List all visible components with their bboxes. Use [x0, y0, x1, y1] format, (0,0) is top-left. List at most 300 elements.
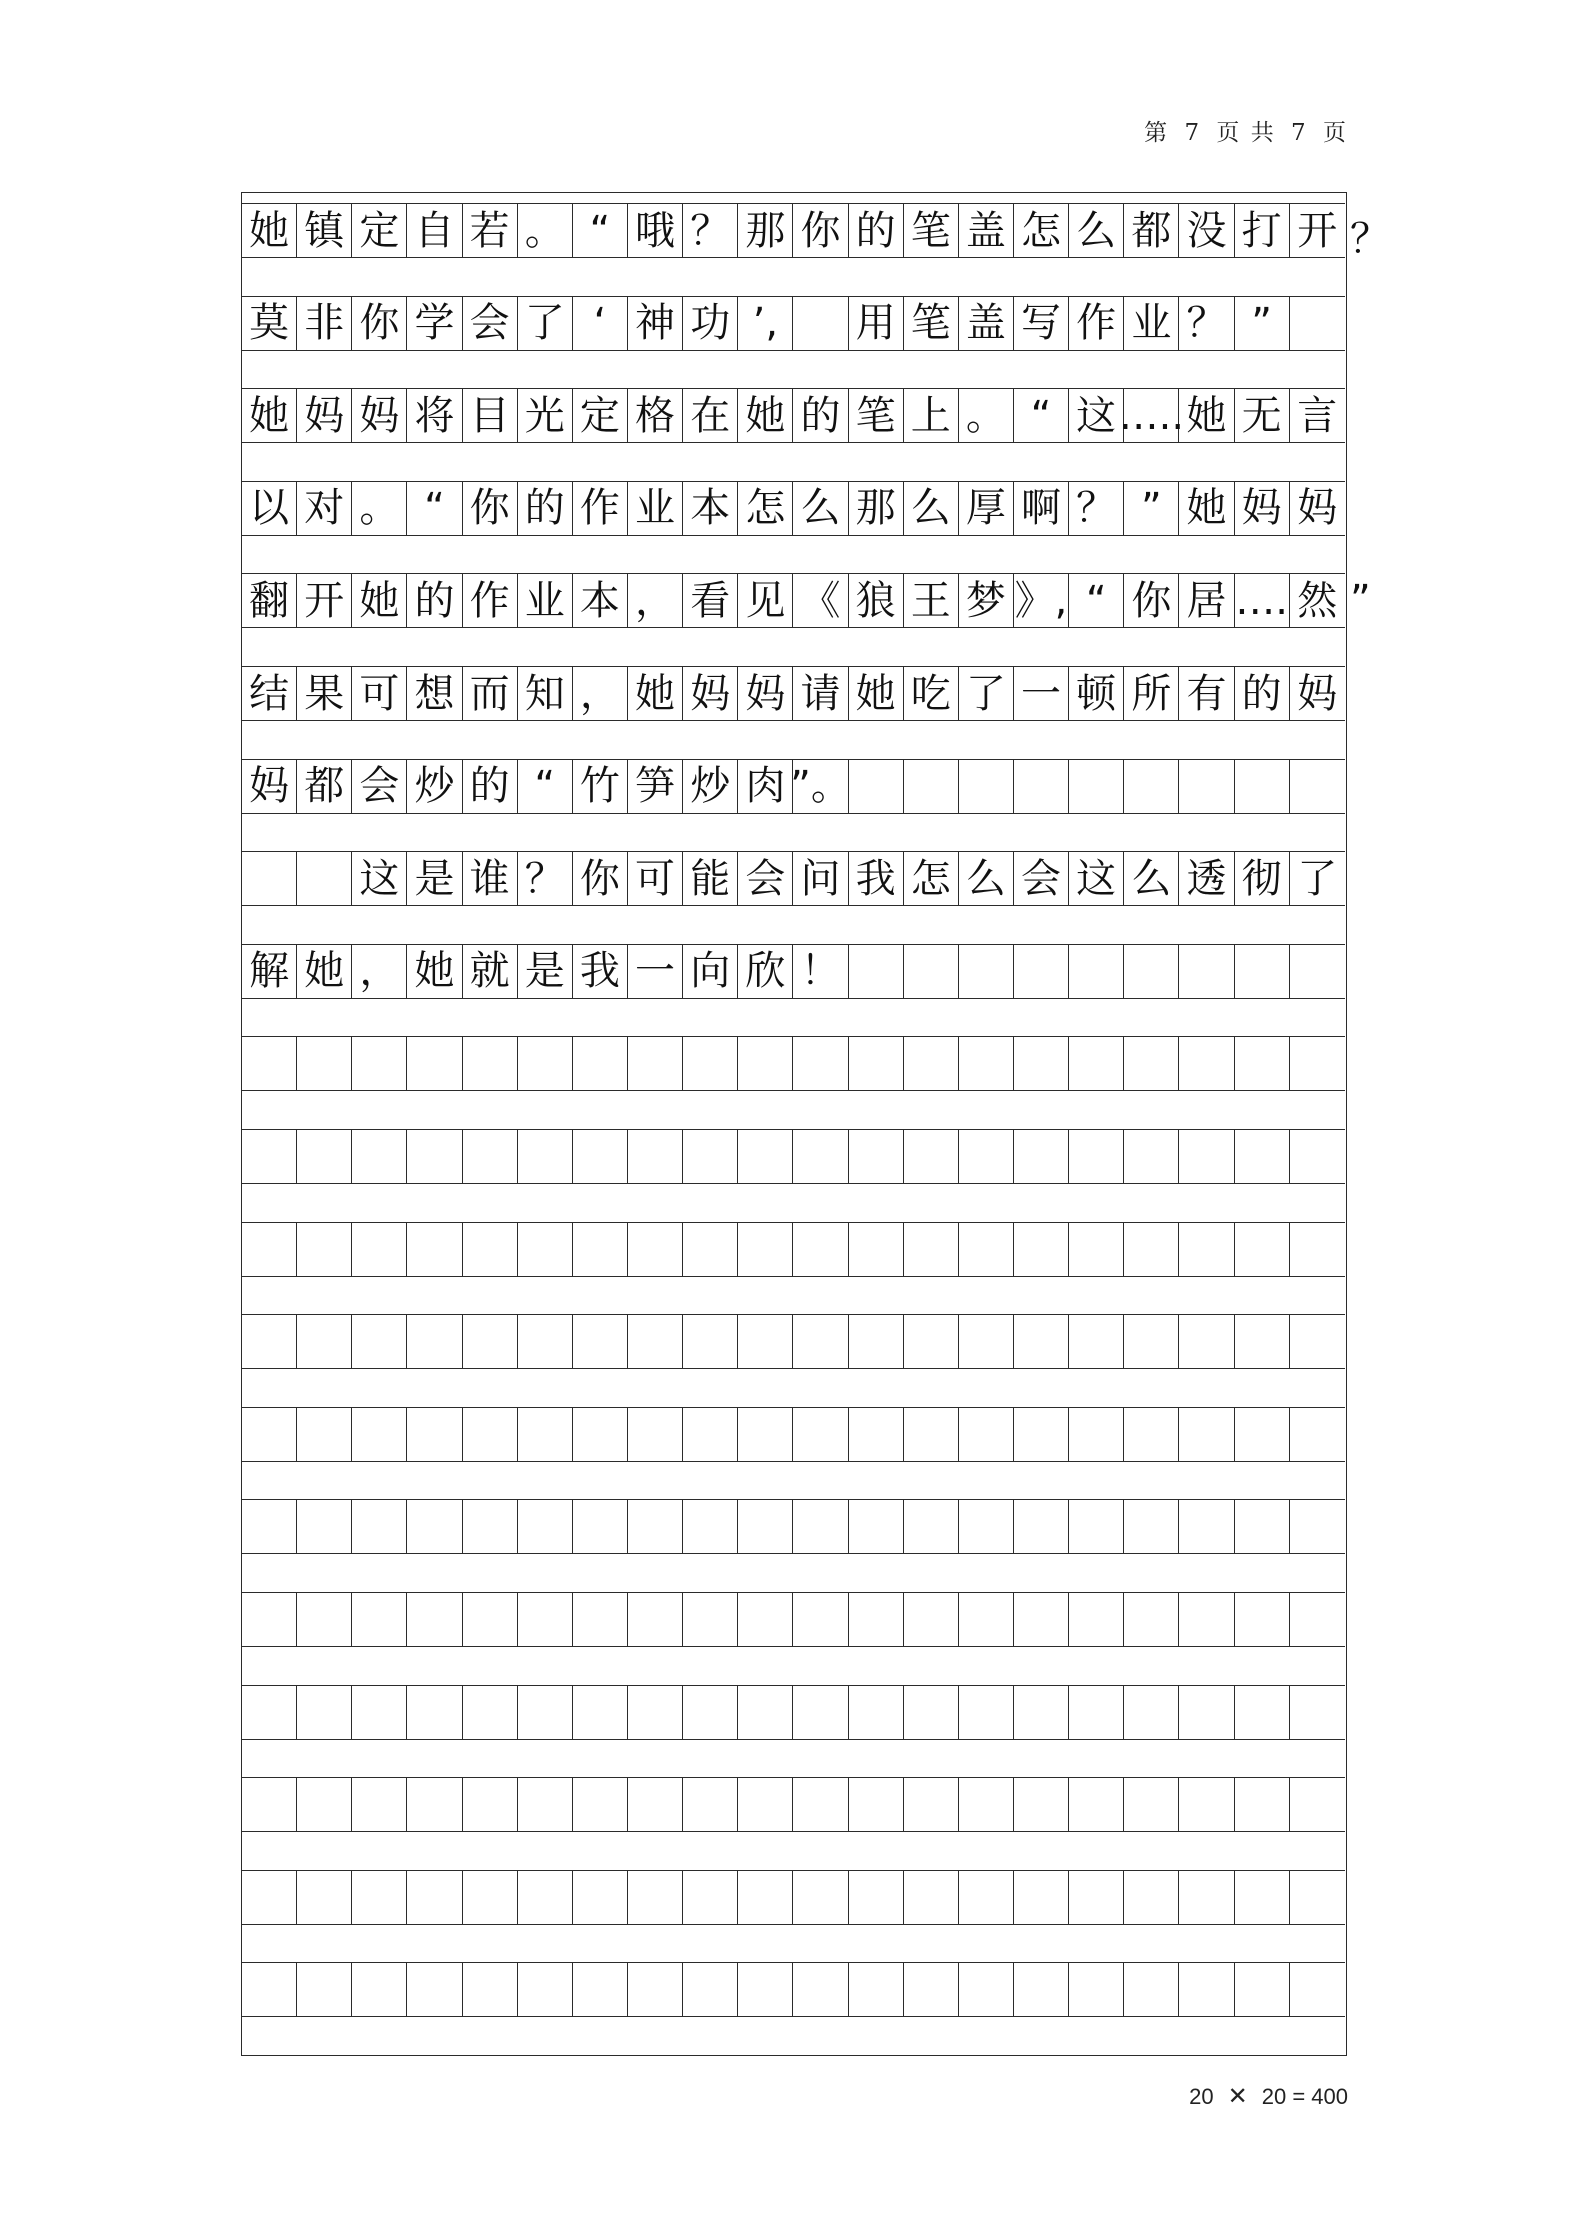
grid-cell [1124, 1871, 1179, 1924]
grid-cell: 目 [463, 389, 518, 442]
current-page-number: 7 [1184, 120, 1202, 146]
grid-cell: 用 [849, 297, 904, 350]
grid-cell: 作 [573, 482, 628, 535]
grid-cell: 会 [738, 852, 793, 905]
grid-cell [1290, 297, 1345, 350]
grid-cell: 你 [352, 297, 407, 350]
grid-cell: 作 [1069, 297, 1124, 350]
grid-cell [297, 1315, 352, 1368]
multiply-icon: ✕ [1227, 2083, 1248, 2110]
grid-cell [628, 1408, 683, 1461]
page-total-label: 页 共 [1216, 120, 1276, 146]
grid-cell: 她 [738, 389, 793, 442]
grid-cell: 的 [407, 574, 462, 627]
grid-cell [1014, 945, 1069, 998]
grid-cell: 格 [628, 389, 683, 442]
grid-cell [297, 1037, 352, 1090]
grid-cell [352, 1315, 407, 1368]
grid-cell: ， [573, 667, 628, 720]
grid-cell [959, 1686, 1014, 1739]
grid-cell [1290, 1778, 1345, 1831]
grid-cell: 定 [352, 204, 407, 257]
grid-cell: 结 [242, 667, 297, 720]
grid-cell [1014, 1037, 1069, 1090]
grid-cell: 竹 [573, 760, 628, 813]
grid-cell: 笋 [628, 760, 683, 813]
grid-cell [1179, 1686, 1234, 1739]
grid-cell [1014, 1408, 1069, 1461]
grid-cell: 盖 [959, 297, 1014, 350]
grid-cell [738, 1963, 793, 2016]
grid-cell: 了 [959, 667, 1014, 720]
grid-cell [849, 1500, 904, 1553]
grid-row [242, 1129, 1345, 1184]
grid-cell [904, 1315, 959, 1368]
grid-cell [683, 1593, 738, 1646]
grid-cell [849, 1686, 904, 1739]
grid-cell [518, 1593, 573, 1646]
grid-cell [1124, 1037, 1179, 1090]
grid-cell: 能 [683, 852, 738, 905]
grid-cell: 妈 [683, 667, 738, 720]
grid-cell [793, 297, 848, 350]
grid-cell [463, 1686, 518, 1739]
grid-cell [1014, 1500, 1069, 1553]
grid-cell [849, 945, 904, 998]
grid-cell: “ [1069, 574, 1124, 627]
grid-cell [1179, 1037, 1234, 1090]
grid-cell [1014, 1315, 1069, 1368]
grid-cell: 哦 [628, 204, 683, 257]
grid-cell: 么 [793, 482, 848, 535]
grid-cell [297, 852, 352, 905]
grid-cell [573, 1130, 628, 1183]
grid-cell: 盖 [959, 204, 1014, 257]
grid-cell: “ [407, 482, 462, 535]
grid-cell [628, 1500, 683, 1553]
grid-cell: 狼 [849, 574, 904, 627]
grid-cell [407, 1963, 462, 2016]
overflow-punctuation: ” [1350, 577, 1371, 624]
grid-cell [1069, 1778, 1124, 1831]
grid-cell [683, 1223, 738, 1276]
grid-cell [242, 1408, 297, 1461]
grid-cell [738, 1315, 793, 1368]
grid-row [242, 296, 1345, 351]
grid-cell: 她 [1179, 389, 1234, 442]
grid-cell [738, 1500, 793, 1553]
grid-cell [1124, 1963, 1179, 2016]
grid-cell: 她 [628, 667, 683, 720]
grid-cell [297, 1593, 352, 1646]
grid-cell: 么 [1124, 852, 1179, 905]
grid-cell [573, 1315, 628, 1368]
grid-cell [1014, 1778, 1069, 1831]
grid-cell: “ [518, 760, 573, 813]
grid-cell: 这 [1069, 389, 1124, 442]
grid-cell [573, 1593, 628, 1646]
grid-cell [1069, 1871, 1124, 1924]
grid-cell: ？ [683, 204, 738, 257]
grid-cell: 肉 [738, 760, 793, 813]
grid-cell [793, 1593, 848, 1646]
grid-cell [793, 1315, 848, 1368]
grid-cell: 》, [1014, 574, 1069, 627]
grid-cell: 怎 [1014, 204, 1069, 257]
grid-row [242, 1962, 1345, 2017]
grid-cell [352, 1963, 407, 2016]
grid-cell: 笔 [849, 389, 904, 442]
grid-cell: ？ [1069, 482, 1124, 535]
grid-cell: 对 [297, 482, 352, 535]
grid-cell: 妈 [738, 667, 793, 720]
grid-cell [793, 1500, 848, 1553]
grid-cell: 厚 [959, 482, 1014, 535]
page-number-header [1138, 114, 1348, 147]
grid-cell [242, 1686, 297, 1739]
grid-cell: 顿 [1069, 667, 1124, 720]
grid-cell: 她 [849, 667, 904, 720]
grid-row [242, 1592, 1345, 1647]
grid-cell: 那 [738, 204, 793, 257]
grid-cell: 这 [1069, 852, 1124, 905]
grid-cell [1124, 760, 1179, 813]
grid-cell [463, 1963, 518, 2016]
grid-cell [628, 1686, 683, 1739]
page-label-suffix: 页 [1323, 120, 1348, 146]
grid-cell [1069, 1408, 1124, 1461]
grid-cell: 问 [793, 852, 848, 905]
grid-cell [849, 1593, 904, 1646]
grid-cell [518, 1223, 573, 1276]
grid-cell [297, 1130, 352, 1183]
page-label: 第 [1144, 120, 1170, 146]
grid-cell: 你 [1124, 574, 1179, 627]
grid-cell: 了 [1297, 855, 1338, 902]
grid-cell [1235, 1130, 1290, 1183]
grid-cell: ”。 [793, 760, 848, 813]
grid-cell [518, 1500, 573, 1553]
grid-cell [738, 1130, 793, 1183]
grid-cell [959, 760, 1014, 813]
grid-cell [1179, 1500, 1234, 1553]
grid-cell [904, 1593, 959, 1646]
grid-cell [904, 945, 959, 998]
grid-cell: “ [573, 204, 628, 257]
grid-cell: 的 [1235, 667, 1290, 720]
grid-cell [793, 1037, 848, 1090]
grid-cell: ….. [1124, 389, 1179, 442]
grid-row [242, 1407, 1345, 1462]
grid-cell [1014, 1223, 1069, 1276]
grid-cell [959, 1130, 1014, 1183]
grid-cell [1290, 1130, 1345, 1183]
grid-cell: 啊 [1014, 482, 1069, 535]
grid-cell [573, 1500, 628, 1553]
grid-cell: 居 [1179, 574, 1234, 627]
grid-cell [518, 1130, 573, 1183]
grid-cell [1014, 1963, 1069, 2016]
grid-cell: 会 [352, 760, 407, 813]
grid-cell [959, 1315, 1014, 1368]
grid-cell [1069, 760, 1124, 813]
grid-cell: 见 [738, 574, 793, 627]
grid-cell [904, 1778, 959, 1831]
grid-row [242, 759, 1345, 814]
grid-cell [628, 1963, 683, 2016]
grid-cell [573, 1686, 628, 1739]
grid-cell: 的 [463, 760, 518, 813]
grid-cell: “ [1014, 389, 1069, 442]
grid-row [242, 1499, 1345, 1554]
grid-cell [1290, 760, 1345, 813]
grid-cell [242, 852, 297, 905]
grid-row [242, 1870, 1345, 1925]
grid-cell: 若 [463, 204, 518, 257]
grid-size-footer [1189, 2082, 1348, 2111]
grid-cell [518, 1037, 573, 1090]
grid-cell [352, 1130, 407, 1183]
grid-cell [463, 1037, 518, 1090]
grid-cell [242, 1037, 297, 1090]
grid-cell: 果 [297, 667, 352, 720]
grid-cell [573, 1223, 628, 1276]
grid-cell: 妈 [1297, 670, 1338, 717]
grid-cell [1014, 1593, 1069, 1646]
grid-cell: 上 [904, 389, 959, 442]
grid-cell [959, 945, 1014, 998]
grid-cell [628, 1037, 683, 1090]
grid-cell [738, 1871, 793, 1924]
grid-cell [242, 1871, 297, 1924]
grid-cell: 妈 [1297, 485, 1338, 532]
grid-cell [297, 1778, 352, 1831]
grid-cell [959, 1408, 1014, 1461]
grid-cell [1124, 1223, 1179, 1276]
grid-cell [1069, 1223, 1124, 1276]
grid-cell: 欣 [738, 945, 793, 998]
grid-cell [1124, 1500, 1179, 1553]
grid-cell: ， [352, 945, 407, 998]
grid-cell: 本 [573, 574, 628, 627]
grid-cell [1290, 1315, 1345, 1368]
grid-cell: 她 [352, 574, 407, 627]
grid-cell: 透 [1179, 852, 1234, 905]
grid-cell [1290, 1593, 1345, 1646]
grid-cell: 是 [518, 945, 573, 998]
grid-cell: 学 [407, 297, 462, 350]
grid-cell: 向 [683, 945, 738, 998]
grid-cell [683, 1315, 738, 1368]
grid-cell [1290, 1408, 1345, 1461]
grid-cell: 都 [1124, 204, 1179, 257]
grid-cell [1179, 1963, 1234, 2016]
grid-cell [1069, 1130, 1124, 1183]
grid-cell [407, 1408, 462, 1461]
grid-cell: 可 [352, 667, 407, 720]
grid-cell: 没 [1179, 204, 1234, 257]
grid-cell [683, 1500, 738, 1553]
grid-cell: 她 [297, 945, 352, 998]
grid-cell [1069, 945, 1124, 998]
grid-cell: 我 [573, 945, 628, 998]
grid-cell [738, 1593, 793, 1646]
grid-cell: 妈 [352, 389, 407, 442]
grid-cell: 言 [1297, 392, 1338, 439]
grid-cell: 打 [1235, 204, 1290, 257]
grid-cell [463, 1130, 518, 1183]
grid-row [242, 203, 1345, 258]
grid-cell [352, 1593, 407, 1646]
grid-cell: 翻 [242, 574, 297, 627]
grid-cell [1179, 1315, 1234, 1368]
grid-cell: 定 [573, 389, 628, 442]
grid-cell: ？ [518, 852, 573, 905]
grid-cell: 她 [242, 389, 297, 442]
grid-cell [738, 1408, 793, 1461]
grid-cell [518, 1686, 573, 1739]
grid-cell: 业 [518, 574, 573, 627]
grid-cell [1179, 1408, 1234, 1461]
grid-cell [628, 1593, 683, 1646]
grid-cell: ， [628, 574, 683, 627]
grid-cell [793, 1223, 848, 1276]
grid-cell [1069, 1963, 1124, 2016]
grid-cell [904, 1963, 959, 2016]
grid-cell [573, 1408, 628, 1461]
grid-cell: 。 [518, 204, 573, 257]
grid-cell [904, 1686, 959, 1739]
grid-total-count: 20 = 400 [1261, 2084, 1348, 2109]
grid-cell [849, 1871, 904, 1924]
grid-cell [849, 1223, 904, 1276]
grid-cell [297, 1963, 352, 2016]
grid-cell [1124, 945, 1179, 998]
grid-cell: 。 [959, 389, 1014, 442]
grid-cell [1124, 1408, 1179, 1461]
grid-cell [352, 1500, 407, 1553]
grid-cell: 无 [1235, 389, 1290, 442]
grid-cell [793, 1871, 848, 1924]
grid-cell [1290, 1686, 1345, 1739]
grid-cell: 么 [959, 852, 1014, 905]
grid-cell: 了 [518, 297, 573, 350]
grid-cell [352, 1871, 407, 1924]
grid-cell [793, 1686, 848, 1739]
grid-cell [573, 1037, 628, 1090]
grid-row [242, 1314, 1345, 1369]
grid-cell [959, 1963, 1014, 2016]
grid-cell [849, 1037, 904, 1090]
grid-cell: 她 [1179, 482, 1234, 535]
grid-row [242, 666, 1345, 721]
grid-cell [1235, 1963, 1290, 2016]
grid-cell [352, 1223, 407, 1276]
grid-cell: 是 [407, 852, 462, 905]
grid-cell [1124, 1593, 1179, 1646]
grid-cell: 我 [849, 852, 904, 905]
grid-cell [407, 1315, 462, 1368]
grid-cell [1014, 760, 1069, 813]
grid-cell: 会 [1014, 852, 1069, 905]
grid-cell [463, 1871, 518, 1924]
grid-cell: 一 [1014, 667, 1069, 720]
grid-cell [1124, 1778, 1179, 1831]
grid-cell [407, 1223, 462, 1276]
grid-cell [1235, 1408, 1290, 1461]
grid-cell [849, 1130, 904, 1183]
grid-cell [1179, 945, 1234, 998]
grid-cell: 的 [518, 482, 573, 535]
grid-cell [849, 1408, 904, 1461]
grid-cell [297, 1500, 352, 1553]
grid-cell [904, 1408, 959, 1461]
grid-cell [904, 1130, 959, 1183]
grid-cell: 她 [407, 945, 462, 998]
grid-cell [407, 1778, 462, 1831]
grid-cell [1235, 1315, 1290, 1368]
grid-cell [242, 1500, 297, 1553]
grid-cell: 就 [463, 945, 518, 998]
grid-cell [352, 1408, 407, 1461]
grid-cell [407, 1686, 462, 1739]
grid-cell [738, 1037, 793, 1090]
grid-row [242, 1685, 1345, 1740]
grid-cell: 本 [683, 482, 738, 535]
grid-cell [407, 1037, 462, 1090]
grid-cell: 会 [463, 297, 518, 350]
grid-cell: 她 [242, 204, 297, 257]
grid-cols-count: 20 [1189, 2084, 1214, 2109]
grid-cell [297, 1223, 352, 1276]
grid-cell: 有 [1179, 667, 1234, 720]
grid-cell [628, 1778, 683, 1831]
grid-cell: 一 [628, 945, 683, 998]
grid-cell [1235, 945, 1290, 998]
grid-cell: ？ [1179, 297, 1234, 350]
grid-cell [407, 1593, 462, 1646]
grid-cell [849, 1963, 904, 2016]
grid-cell: 炒 [407, 760, 462, 813]
overflow-punctuation: ？ [1350, 216, 1390, 262]
grid-cell [1290, 1871, 1345, 1924]
grid-cell: 非 [297, 297, 352, 350]
grid-cell: 在 [683, 389, 738, 442]
grid-row [242, 1222, 1345, 1277]
grid-cell: …. [1235, 574, 1290, 627]
grid-cell: 将 [407, 389, 462, 442]
grid-cell: 业 [1124, 297, 1179, 350]
grid-cell [463, 1778, 518, 1831]
grid-cell [573, 1871, 628, 1924]
grid-cell [573, 1963, 628, 2016]
grid-cell: 谁 [463, 852, 518, 905]
grid-cell: 可 [628, 852, 683, 905]
grid-cell: 请 [793, 667, 848, 720]
grid-cell [407, 1871, 462, 1924]
grid-cell: 笔 [904, 297, 959, 350]
grid-cell [352, 1778, 407, 1831]
grid-cell: 那 [849, 482, 904, 535]
grid-cell: 王 [904, 574, 959, 627]
grid-cell [242, 1963, 297, 2016]
grid-cell [1235, 1686, 1290, 1739]
grid-row [242, 1036, 1345, 1091]
grid-cell: 妈 [242, 760, 297, 813]
grid-cell: 开 [297, 574, 352, 627]
grid-cell: 彻 [1235, 852, 1290, 905]
grid-cell [242, 1778, 297, 1831]
